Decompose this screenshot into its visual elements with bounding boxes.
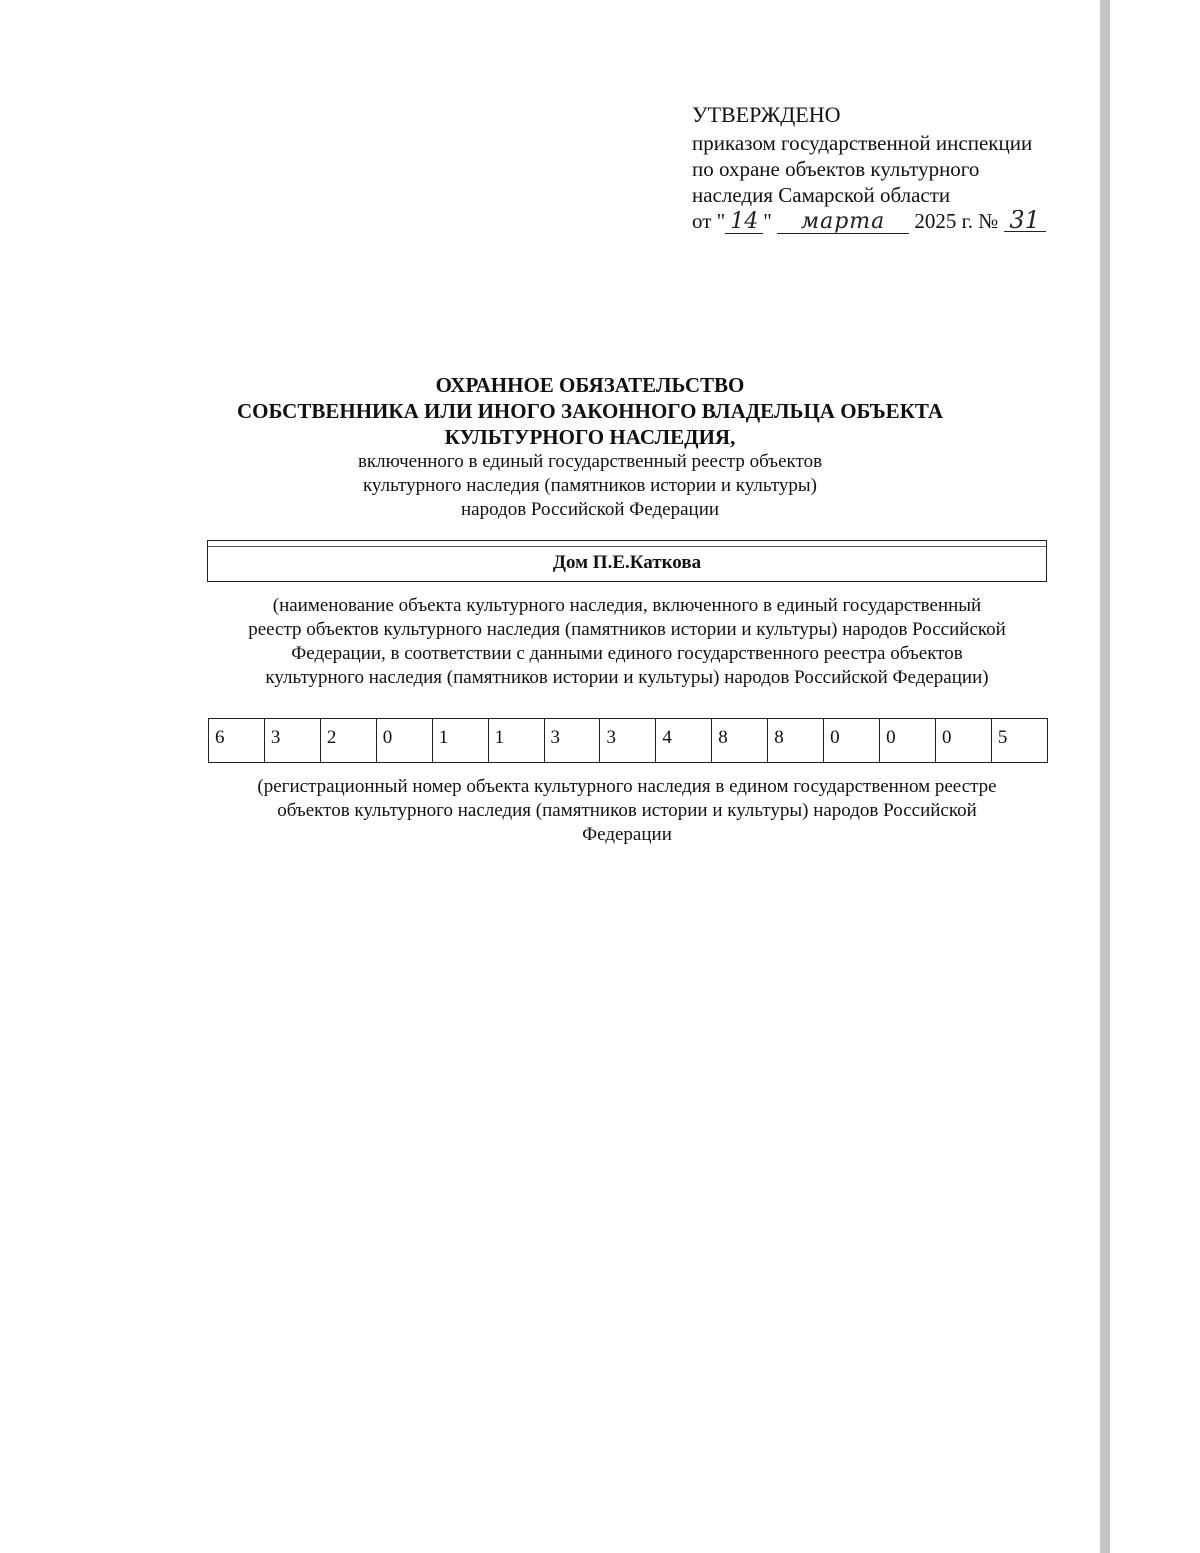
reg-digit-cell: 0 bbox=[880, 719, 936, 763]
year-and-number-label: 2025 г. № bbox=[914, 209, 999, 233]
reg-digit-cell: 8 bbox=[712, 719, 768, 763]
approval-line-3: наследия Самарской области bbox=[692, 183, 951, 207]
reg-digit-cell: 6 bbox=[209, 719, 265, 763]
reg-digit-cell: 5 bbox=[991, 719, 1047, 763]
reg-digit-cell: 0 bbox=[376, 719, 432, 763]
approval-heading: УТВЕРЖДЕНО bbox=[692, 102, 841, 127]
approval-line-2: по охране объектов культурного bbox=[692, 157, 980, 181]
subtitle-line-1: включенного в единый государственный реестр объектов bbox=[357, 451, 823, 472]
reg-digit-cell: 1 bbox=[488, 719, 544, 763]
title-line-1: ОХРАННОЕ ОБЯЗАТЕЛЬСТВО bbox=[435, 373, 745, 397]
reg-digit-cell: 0 bbox=[824, 719, 880, 763]
handwritten-month: марта bbox=[777, 211, 909, 234]
reg-digit-cell: 3 bbox=[264, 719, 320, 763]
reg-caption-line: (регистрационный номер объекта культурного наследия в едином государственном реестре bbox=[257, 776, 997, 797]
approval-block bbox=[692, 102, 1092, 234]
reg-digit-cell: 2 bbox=[320, 719, 376, 763]
object-name-caption bbox=[200, 594, 1054, 690]
object-name: Дом П.Е.Каткова bbox=[552, 552, 702, 573]
reg-digit-cell: 3 bbox=[544, 719, 600, 763]
date-prefix: от " bbox=[692, 209, 726, 233]
registration-number-row bbox=[209, 719, 1048, 763]
date-quote-close: " bbox=[763, 209, 772, 233]
subtitle-line-3: народов Российской Федерации bbox=[460, 499, 720, 520]
title-line-2: СОБСТВЕННИКА ИЛИ ИНОГО ЗАКОННОГО ВЛАДЕЛЬЦА ОБЪЕКТА bbox=[236, 399, 944, 423]
reg-caption-line: Федерации bbox=[582, 824, 672, 845]
name-caption-line: (наименование объекта культурного наследия, включенного в единый государственный bbox=[272, 595, 982, 616]
reg-digit-cell: 0 bbox=[935, 719, 991, 763]
reg-digit-cell: 1 bbox=[432, 719, 488, 763]
title-line-3: КУЛЬТУРНОГО НАСЛЕДИЯ, bbox=[444, 425, 736, 449]
reg-digit-cell: 4 bbox=[656, 719, 712, 763]
page-edge-shadow bbox=[1100, 0, 1110, 1553]
registration-number-grid bbox=[208, 718, 1048, 763]
approval-line-1: приказом государственной инспекции bbox=[692, 131, 1033, 155]
name-box-divider bbox=[208, 546, 1046, 547]
handwritten-day: 14 bbox=[725, 211, 763, 234]
reg-digit-cell: 8 bbox=[768, 719, 824, 763]
reg-caption-line: объектов культурного наследия (памятников истории и культуры) народов Российской bbox=[277, 800, 977, 821]
document-title-block bbox=[200, 372, 980, 522]
name-caption-line: культурного наследия (памятников истории и культуры) народов Российской Федерации) bbox=[265, 667, 989, 688]
subtitle-line-2: культурного наследия (памятников истории и культуры) bbox=[362, 475, 818, 496]
object-name-box bbox=[207, 540, 1047, 582]
reg-digit-cell: 3 bbox=[600, 719, 656, 763]
handwritten-order-number: 31 bbox=[1004, 209, 1046, 232]
name-caption-line: Федерации, в соответствии с данными единого государственного реестра объектов bbox=[291, 643, 963, 664]
registration-number-caption bbox=[200, 775, 1054, 847]
approval-date-line bbox=[692, 208, 1092, 234]
name-caption-line: реестр объектов культурного наследия (памятников истории и культуры) народов Российской bbox=[248, 619, 1006, 640]
